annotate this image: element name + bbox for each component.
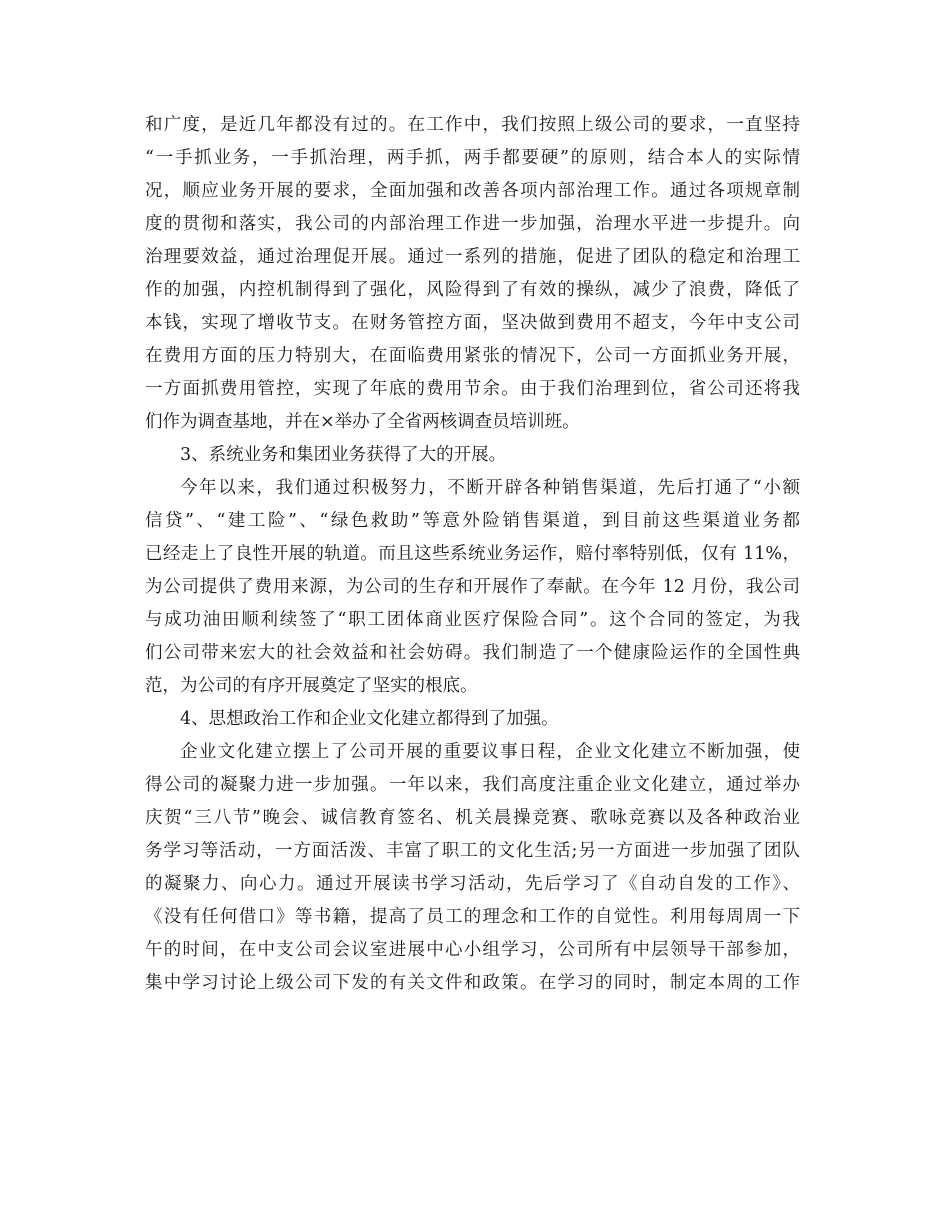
text-line: 的凝聚力、向心力。通过开展读书学习活动，先后学习了《自动自发的工作》、	[145, 874, 800, 894]
text-line: 企业文化建立摆上了公司开展的重要议事日程，企业文化建立不断加强，使	[180, 742, 800, 762]
text-line: 今年以来，我们通过积极努力，不断开辟各种销售渠道，先后打通了“小额	[180, 478, 800, 498]
text-line: 4、思想政治工作和企业文化建立都得到了加强。	[180, 709, 559, 729]
text-line: 3、系统业务和集团业务获得了大的开展。	[180, 445, 507, 465]
text-line: 一方面抓费用管控，实现了年底的费用节余。由于我们治理到位，省公司还将我	[145, 379, 800, 399]
text-line: 和广度，是近几年都没有过的。在工作中，我们按照上级公司的要求，一直坚持	[145, 115, 800, 135]
text-line: 作的加强，内控机制得到了强化，风险得到了有效的操纵，减少了浪费，降低了	[145, 280, 800, 300]
text-line: 们公司带来宏大的社会效益和社会妨碍。我们制造了一个健康险运作的全国性典	[145, 643, 800, 663]
text-line: 信贷”、“建工险”、“绿色救助”等意外险销售渠道，到目前这些渠道业务都	[145, 511, 800, 531]
text-line: 况，顺应业务开展的要求，全面加强和改善各项内部治理工作。通过各项规章制	[145, 181, 800, 201]
text-line: 已经走上了良性开展的轨道。而且这些系统业务运作，赔付率特别低，仅有 11%，	[145, 544, 800, 564]
text-line: 集中学习讨论上级公司下发的有关文件和政策。在学习的同时，制定本周的工作	[145, 973, 800, 993]
text-line: 得公司的凝聚力进一步加强。一年以来，我们高度注重企业文化建立，通过举办	[145, 775, 800, 795]
text-line: 在费用方面的压力特别大，在面临费用紧张的情况下，公司一方面抓业务开展，	[145, 346, 800, 366]
text-line: 务学习等活动，一方面活泼、丰富了职工的文化生活;另一方面进一步加强了团队	[145, 841, 800, 861]
text-line: 度的贯彻和落实，我公司的内部治理工作进一步加强，治理水平进一步提升。向	[145, 214, 800, 234]
text-line: 午的时间，在中支公司会议室进展中心小组学习，公司所有中层领导干部参加，	[145, 940, 800, 960]
text-line: 为公司提供了费用来源，为公司的生存和开展作了奉献。在今年 12 月份，我公司	[145, 577, 800, 597]
text-line: 范，为公司的有序开展奠定了坚实的根底。	[145, 676, 478, 696]
text-line: 治理要效益，通过治理促开展。通过一系列的措施，促进了团队的稳定和治理工	[145, 247, 800, 267]
text-line: 本钱，实现了增收节支。在财务管控方面，坚决做到费用不超支，今年中支公司	[145, 313, 800, 333]
text-line: 们作为调查基地，并在×举办了全省两核调查员培训班。	[145, 412, 580, 432]
text-line: 《没有任何借口》等书籍，提高了员工的理念和工作的自觉性。利用每周周一下	[145, 907, 800, 927]
text-line: 庆贺“三八节”晚会、诚信教育签名、机关晨操竞赛、歌咏竞赛以及各种政治业	[145, 808, 800, 828]
text-line: 与成功油田顺利续签了“职工团体商业医疗保险合同”。这个合同的签定，为我	[145, 610, 800, 630]
text-line: “一手抓业务，一手抓治理，两手抓，两手都要硬”的原则，结合本人的实际情	[145, 148, 800, 168]
document-body	[145, 109, 800, 1000]
